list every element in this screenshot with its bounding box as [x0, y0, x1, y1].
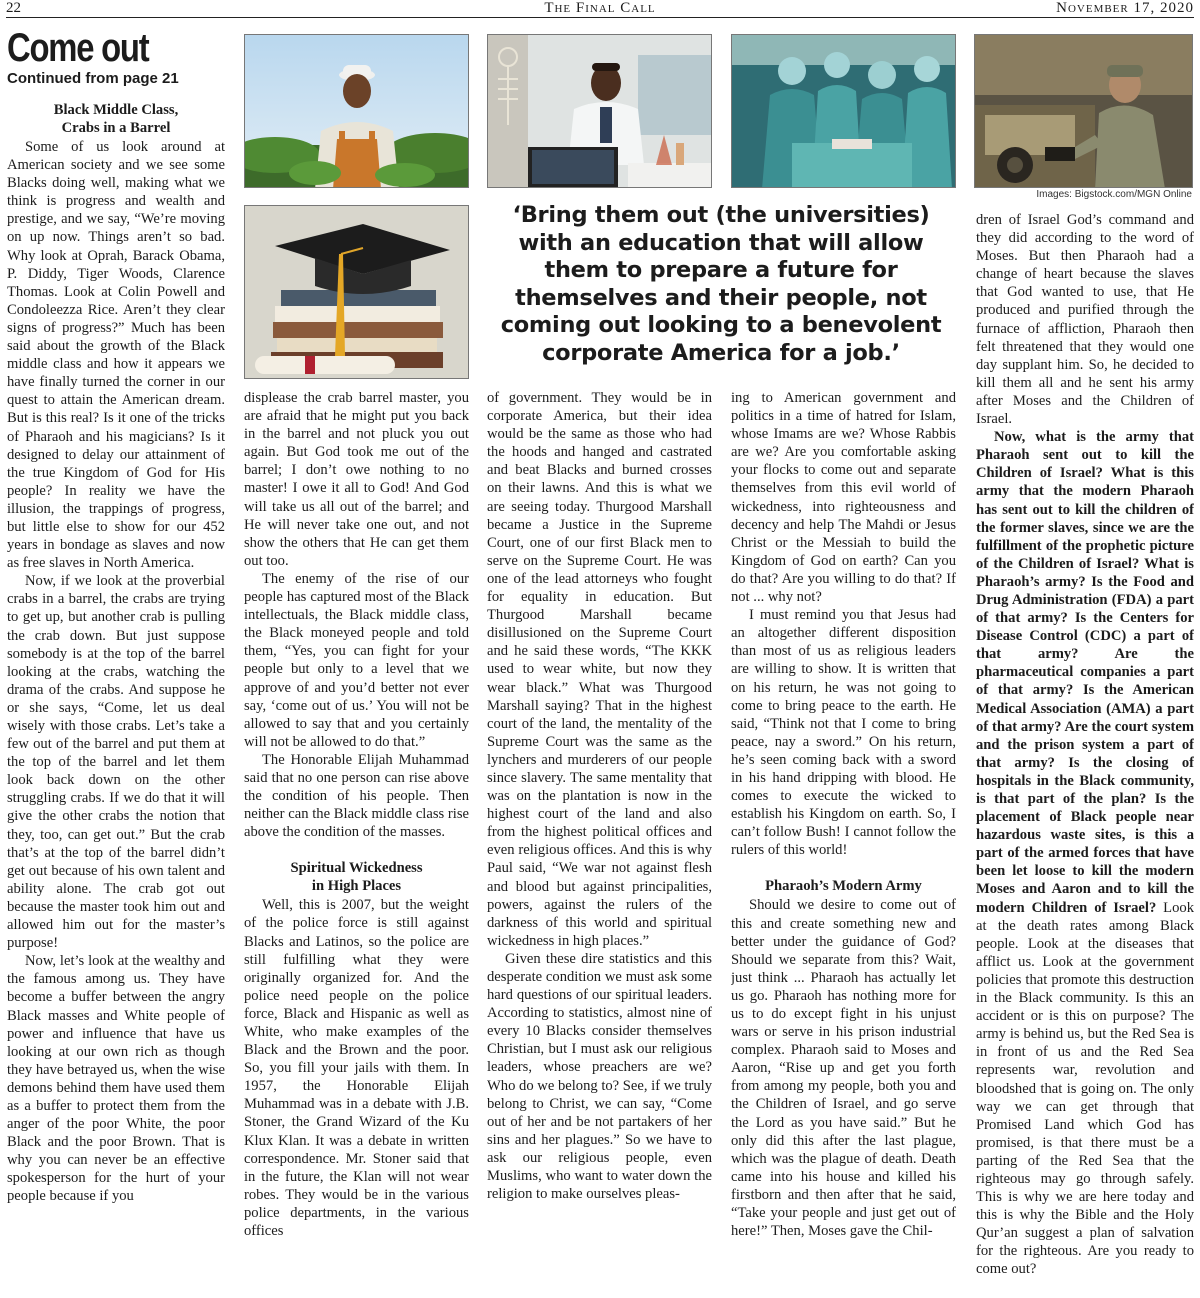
- paragraph: Well, this is 2007, but the weight of the police force is still against Blacks and Latinos, so the police are still fulfilling what they were originally organized for. And the police need people on the police force, Black and Hispanic as well as White, who make examples of the Black and the Brown and the poor. So, you fill your jails with them. In 1957, the Honorable Elijah Muhammad was in a debate with J.B. Stoner, the Grand Wizard of the Ku Klux Klan. It was a debate in written correspondence. Mr. Stoner said that in the future, the Klan will not wear robes. They would be in the various police departments, in the various offices: [244, 897, 469, 1240]
- graduation-cap-photo: [244, 205, 469, 379]
- subhead-spiritual-wickedness: Spiritual Wickedness in High Places: [290, 860, 423, 895]
- paragraph: Should we desire to come out of this and create something new and better under the guidance of God? Should we separate from this? Wait, just think ... Pharaoh has actually let us go. Pharaoh has nothing more for us to do except fight in his unjust wars or serve in his prison industrial complex. Pharaoh said to Moses and Aaron, “Rise up and get you forth from among my people, both you and the Children of Israel, and go serve the Lord as you have said.” But he only did this after the last plague, which was the plague of death. Death came into his house and killed his firstborn and then after that he said, “Take your people and just get out of here!” Then, Moses gave the Chil-: [731, 897, 956, 1240]
- pull-quote: ‘Bring them out (the universities) with an education that will allow them to prepare a future for themselves and their people, not coming out looking to a benevolent corporate America for a job.’: [500, 202, 942, 366]
- paragraph: I must remind you that Jesus had an altogether different disposition than most of us as religious leaders are willing to show. It is written that on his return, he was not going to come to bring peace to the earth. He said, “Think not that I come to bring peace, nay a sword.” On his return, he’s seen coming back with a sword in his hand dripping with blood. He comes to execute the wicked to establish his Kingdom on earth. So, I can’t follow Bush! I cannot follow the rulers of this world!: [731, 607, 956, 859]
- paragraph: Some of us look around at American society and we see some Blacks doing well, making what we think is progress and wealth and prestige, and we say, “We’re moving on up now. Things aren’t so bad. Why look at Oprah, Barack Obama, P. Diddy, Tiger Woods, Clarence Thomas. Look at Colin Powell and Condoleezza Rice. Aren’t they clear signs of progress?” Much has been said about the growth of the Black middle class and how it appears we have finally turned the corner in our quest to attain the American dream. But is this real? Is it one of the tricks of Pharaoh and his magicians? Is it designed to delay our attainment of the true Kingdom of God for His people? In reality we have the illusion, the trappings of progress, but little else to show for our 452 years in bondage as slaves and now as free slaves in North America.: [7, 139, 225, 572]
- column-2: [244, 389, 469, 1298]
- paragraph: displease the crab barrel master, you are afraid that he might put you back in the barrel and not pluck you out again. But God took me out of the barrel; I don’t owe nothing to no master! I owe it all to God! And God will take us all out of the barrel; and He will never take one out, and not show the others that He can get them out too.: [244, 390, 469, 569]
- surgeons-photo: [731, 34, 956, 188]
- paragraph-rest: Look at the death rates among Black people. Look at the diseases that afflict us. Look at the government policies that promote this destruction in the Black community. Is this an accident or is this on purpose? The army is behind us, but the Red Sea is in front of us and the Red Sea represents war, revolution and bloodshed that is going on. The only way we can get through that Promised Land which God has promised, is that there must be a parting of the Red Sea that the righteous may go through safely. This is why we are here today and this is why the Bible and the Holy Qur’an suggest a plan of salvation for the righteous. Are you ready to come out?: [976, 899, 1194, 1278]
- column-4: [731, 389, 956, 1298]
- paragraph: The Honorable Elijah Muhammad said that no one person can rise above the condition of his people. Then neither can the Black middle class rise above the condition of the masses.: [244, 751, 469, 841]
- column-1: [7, 101, 225, 1298]
- paragraph: dren of Israel God’s command and they did according to the word of Moses. But then Pharaoh had a change of heart because the slaves that God wanted to use, that He produced and purified through the furnace of affliction, Pharaoh then felt threatened that they would one day supplant him. So, he decided to kill them all and he sent his army after Moses and the Children of Israel.: [976, 212, 1194, 428]
- issue-date: November 17, 2020: [1056, 0, 1194, 16]
- article-kicker: Come out: [7, 26, 149, 70]
- continued-note: Continued from page 21: [7, 70, 179, 87]
- bold-questions: Now, what is the army that Pharaoh sent out to kill the Children of Israel? What is this army that the modern Pharaoh has sent out to kill the children of the former slaves, since we are the fulfillment of the prophetic picture of the Children of Israel? What is Pharaoh’s army? Is the Food and Drug Administration (FDA) a part of that army? Is the Centers for Disease Control (CDC) a part of that army? Are the pharmaceutical companies a part of that army? Is the American Medical Association (AMA) a part of that army? Are the court system and the prison system a part of that army? Is the closing of hospitals in the Black community, is that part of the plan? Is the placement of Black people near hazardous waste sites, is this a part of the armed forces that have been let loose to kill the modern Moses and Aaron and to kill the modern Children of Israel?: [976, 429, 1194, 916]
- page-number: 22: [6, 0, 21, 16]
- column-5: [976, 211, 1194, 1298]
- paragraph: ing to American government and politics in a time of hatred for Islam, whose Imams are we? Whose Rabbis are we? Are you comfortable asking your flocks to come out and separate themselves from this evil world of wickedness, into righteousness and decency and help The Mahdi or Jesus Christ or the Messiah to build the Kingdom of God on earth? Can you do that? Are you willing to do that? If not ... why not?: [731, 390, 956, 606]
- paragraph: Now, let’s look at the wealthy and the famous among us. They have become a buffer between the angry Black masses and White people of power and influence that have us looking at our own rich as though they have betrayed us, when the wise demons behind them have used them as a buffer to protect them from the anger of the poor White, the poor Black and the poor Brown. That is why you can never be an effective spokesperson for the hurt of your people because if you: [7, 953, 225, 1205]
- farmer-photo: [244, 34, 469, 188]
- publication-name: The Final Call: [544, 0, 656, 16]
- paragraph: Now, if we look at the proverbial crabs in a barrel, the crabs are trying to get up, but another crab is pulling the crab down. But just suppose somebody is at the top of the barrel looking at the crabs, watching the drama of the crabs. And suppose he or she says, “Come, let us deal wisely with those crabs. Let’s take a few out of the barrel and put them at the top of the barrel and let them look back down on the other struggling crabs. If we do that it will give the other crabs the notion that they, too, can get out.” But the crab that’s at the top of the barrel didn’t get out because of his own talent and ability alone. The crab got out because the master took him out and allowed him out for the master’s purpose!: [7, 573, 225, 952]
- image-credit: Images: Bigstock.com/MGN Online: [1036, 189, 1192, 200]
- paragraph: The enemy of the rise of our people has captured most of the Black intellectuals, the Black middle class, the Black moneyed people and told them, “Yes, you can fight for your people but only to a level that we approve of and you’d better not ever say, ‘come out of us.’ You will not be allowed to say that and you certainly will not be allowed to do that.”: [244, 570, 469, 750]
- scientist-photo: [487, 34, 712, 188]
- page-header: [6, 0, 1194, 18]
- paragraph-questions: [976, 428, 1194, 1278]
- paragraph: of government. They would be in corporate America, but their idea would be the same as those who had the hoods and hanged and castrated and beat Blacks and burned crosses on their lawns. And this is what we are seeing today. Thurgood Marshall became a Justice in the Supreme Court, one of our first Black men to serve on the Supreme Court. He was one of the lead attorneys who fought for equality in education. But Thurgood Marshall became disillusioned on the Supreme Court and he said these words, “The KKK used to wear white, but now they wear black.” What was Thurgood Marshall saying? That in the highest court of the land, the mentality of the Supreme Court was the same as the lynchers and murderers of our people since slavery. The same mentality that was on the plantation is now in the highest court of the land and also from the highest political offices and even religious offices. And this is why Paul said, “We war not against flesh and blood but against principalities, powers, against the rulers of the darkness of this world and spiritual wickedness in high places.”: [487, 390, 712, 949]
- column-3: [487, 389, 712, 1298]
- subhead-pharaohs-army: Pharaoh’s Modern Army: [765, 878, 922, 895]
- soldier-photo: [974, 34, 1193, 188]
- paragraph: Given these dire statistics and this desperate condition we must ask some hard questions of our spiritual leaders. According to statistics, almost nine of every 10 Blacks consider themselves Christian, but I must ask our religious leaders, whose preachers are we? Who do we belong to? See, if we truly belong to Christ, we can say, “Come out of her and be not partakers of her sins and her plagues.” So we have to ask our religious people, even Muslims, who want to water down the religion to make ourselves pleas-: [487, 950, 712, 1203]
- subhead-middle-class: Black Middle Class, Crabs in a Barrel: [53, 102, 179, 136]
